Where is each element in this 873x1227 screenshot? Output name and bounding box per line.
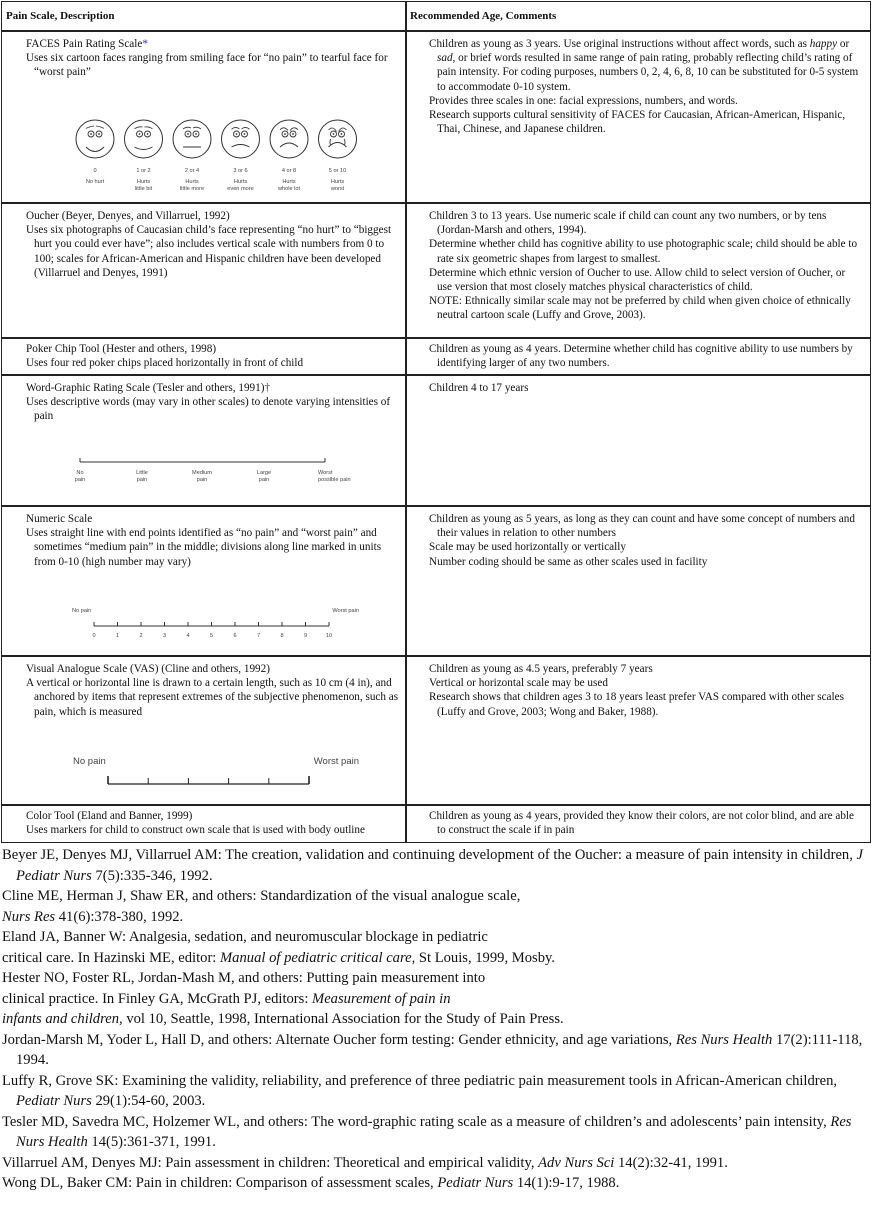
- footnote-dagger: †: [264, 382, 271, 394]
- face-pupil: [284, 133, 286, 135]
- scale-label: possible pain: [318, 477, 351, 483]
- comments-cell: [407, 806, 870, 842]
- scale-description-cell: [2, 376, 407, 505]
- scale-label: pain: [196, 477, 208, 483]
- scale-description: A vertical or horizontal line is drawn to a certain length, such as 10 cm (4 in), and anchored by items that represent extremes of the subjective phenomenon, such as pain, which is measured: [26, 677, 399, 718]
- scale-title: Poker Chip Tool (Hester and others, 1998): [26, 343, 217, 355]
- face-score: 5 or 10: [328, 168, 347, 174]
- reference-text: Cline ME, Herman J, Shaw ER, and others: Standardization of the visual analogue scale,: [2, 888, 521, 904]
- comment-paragraph: Children as young as 4.5 years, preferably 7 years: [429, 663, 653, 675]
- reference-item: [2, 948, 870, 969]
- word-graphic-scale-figure: [2, 446, 407, 496]
- table-row-faces: [2, 30, 870, 202]
- scale-description: Uses six photographs of Caucasian child’s face representing “no hurt” to “biggest hurt you could ever have”; also includes vertical scale with numbers from 0 to 100; scales for African-American and Hispanic children have been developed (Villarruel and Denyes, 1991): [26, 224, 392, 279]
- reference-journal: Res Nurs Health: [16, 1113, 852, 1150]
- reference-citation: 7(5):335-346, 1992.: [91, 867, 213, 884]
- reference-text: Eland JA, Banner W: Analgesia, sedation, and neuromuscular blockage in pediatric: [2, 929, 488, 945]
- reference-journal: J Pediatr Nurs: [16, 847, 864, 884]
- scale-label: Large: [256, 470, 272, 476]
- scale-label: pain: [258, 477, 270, 483]
- reference-text: Hester NO, Foster RL, Jordan-Mash M, and others: Putting pain measurement into: [2, 970, 486, 986]
- visual-analogue-scale-figure: [2, 745, 407, 790]
- reference-citation: 14(5):361-371, 1991.: [87, 1134, 216, 1150]
- face-score: 1 or 2: [136, 168, 151, 174]
- scale-description: Uses four red poker chips placed horizontally in front of child: [26, 357, 304, 370]
- face-brow: [193, 127, 201, 129]
- face-pupil: [195, 133, 197, 135]
- face-label: whole lot: [277, 186, 301, 192]
- reference-item: [2, 886, 870, 907]
- reference-citation: 41(6):378-380, 1992.: [55, 908, 184, 925]
- face-label: No hurt: [85, 179, 105, 185]
- reference-citation: 14(1):9-17, 1988.: [513, 1175, 620, 1191]
- face-pupil: [139, 133, 141, 135]
- scale-tick-label: 1: [115, 633, 120, 639]
- face-label: Hurts: [136, 179, 151, 185]
- scale-right-label: Worst pain: [313, 756, 359, 767]
- scale-description-cell: [2, 657, 407, 804]
- scale-label: Worst: [318, 470, 333, 476]
- face-pupil: [90, 133, 92, 135]
- face-mouth: [135, 147, 153, 150]
- scale-tick-label: 2: [139, 633, 143, 639]
- reference-journal: Adv Nurs Sci: [538, 1154, 615, 1171]
- scale-label: No: [76, 470, 84, 476]
- scale-description: Uses descriptive words (may vary in other scales) to denote varying intensities of pain: [26, 396, 391, 423]
- face-outline: [173, 120, 211, 158]
- table-header: [2, 2, 870, 30]
- reference-citation: St Louis, 1999, Mosby.: [415, 949, 555, 966]
- face-label: little bit: [134, 186, 153, 192]
- reference-text: Luffy R, Grove SK: Examining the validity, reliability, and preference of three pediatric pain measurement tools in African-American children,: [2, 1072, 838, 1089]
- face-mouth: [280, 143, 298, 147]
- face-outline: [76, 120, 114, 158]
- scale-left-label: No pain: [73, 756, 106, 767]
- reference-citation: 29(1):54-60, 2003.: [91, 1093, 206, 1109]
- header-scale-description: Pain Scale, Description: [2, 2, 407, 30]
- reference-text: Wong DL, Baker CM: Pain in children: Comparison of assessment scales,: [2, 1175, 438, 1191]
- comment-paragraph: Determine which ethnic version of Oucher to use. Allow child to select version of Oucher, or use version that most closely matches physical characteristics of child.: [429, 266, 846, 294]
- face-brow: [96, 126, 104, 128]
- header-age-comments: Recommended Age, Comments: [410, 10, 557, 22]
- scale-tick-label: 8: [280, 633, 284, 639]
- face-score: 3 or 6: [233, 168, 248, 174]
- face-pupil: [244, 133, 246, 135]
- scale-tick-label: 3: [162, 633, 167, 639]
- reference-journal: Pediatr Nurs: [16, 1093, 92, 1109]
- table-row-vas: [2, 655, 870, 804]
- face-pupil: [292, 133, 294, 135]
- scale-label: Medium: [192, 470, 212, 476]
- comments-cell: [407, 339, 870, 374]
- face-label: worst: [330, 186, 345, 192]
- scale-title: FACES Pain Rating Scale*: [26, 38, 148, 50]
- scale-title: Oucher (Beyer, Denyes, and Villarruel, 1992): [26, 210, 230, 222]
- comment-paragraph: Children as young as 3 years. Use original instructions without affect words, such as happy or sad, or brief words resulted in same range of pain rating, probably reflecting child’s rating of pain intensity. For coding purposes, numbers 0, 2, 4, 6, 8, 10 can be substituted for 0-5 system to accommodate 0-10 system.: [429, 38, 859, 93]
- table-row-numeric: [2, 505, 870, 655]
- scale-tick-label: 10: [325, 633, 333, 639]
- face-brow: [242, 127, 250, 129]
- scale-title: Word-Graphic Rating Scale (Tesler and others, 1991)†: [26, 382, 271, 394]
- comment-paragraph: Children 4 to 17 years: [429, 382, 529, 394]
- scale-description-cell: [2, 32, 407, 202]
- table-row-poker-chip: [2, 337, 870, 374]
- scale-label: Little: [136, 470, 148, 476]
- comment-paragraph: Children 3 to 13 years. Use numeric scale if child can count any two numbers, or by tens (Jordan-Marsh and others, 1994).: [429, 210, 827, 237]
- face-score: 2 or 4: [184, 168, 200, 174]
- face-outline: [125, 120, 163, 158]
- comment-paragraph: Children as young as 4 years. Determine whether child has cognitive ability to use numbers by identifying larger of any two numbers.: [429, 343, 853, 370]
- reference-item: [2, 907, 870, 928]
- comments-cell: [407, 507, 870, 655]
- footnote-asterisk: *: [142, 38, 148, 50]
- face-outline: [319, 120, 357, 158]
- face-brow: [145, 127, 153, 129]
- scale-title: Color Tool (Eland and Banner, 1999): [26, 810, 193, 822]
- reference-text: Jordan-Marsh M, Yoder L, Hall D, and others: Alternate Oucher form testing: Gender ethnicity, and age variations,: [2, 1031, 676, 1048]
- scale-description: Uses straight line with end points identified as “no pain” and “worst pain” and sometimes “medium pain” in the middle; divisions along line marked in units from 0-10 (high number may vary): [26, 527, 382, 568]
- reference-journal: Nurs Res: [2, 908, 56, 925]
- scale-label: pain: [74, 477, 86, 483]
- scale-right-label: Worst pain: [332, 608, 359, 614]
- scale-description: Uses six cartoon faces ranging from smiling face for “no pain” to tearful face for “worst pain”: [26, 52, 388, 79]
- face-0: [76, 120, 114, 185]
- face-brow: [232, 127, 240, 129]
- table-row-oucher: [2, 202, 870, 337]
- face-3: [222, 120, 260, 192]
- reference-citation: 17(2):111-118, 1994.: [16, 1031, 863, 1068]
- reference-item: [2, 1030, 870, 1071]
- face-brow: [183, 127, 191, 129]
- comment-paragraph: Number coding should be same as other scales used in facility: [429, 555, 708, 568]
- face-1: [125, 120, 163, 192]
- scale-tick-label: 0: [92, 633, 96, 639]
- face-label: little more: [179, 186, 205, 192]
- comment-paragraph: Provides three scales in one: facial expressions, numbers, and words.: [429, 94, 738, 107]
- scale-description: Uses markers for child to construct own scale that is used with body outline: [26, 824, 365, 837]
- face-label: Hurts: [233, 179, 248, 185]
- face-5: [319, 120, 357, 192]
- face-brow: [86, 126, 94, 128]
- face-pupil: [187, 133, 189, 135]
- face-label: even more: [227, 186, 254, 192]
- face-outline: [222, 120, 260, 158]
- face-brow: [280, 128, 288, 131]
- scale-title: Visual Analogue Scale (VAS) (Cline and others, 1992): [26, 663, 270, 675]
- face-brow: [135, 127, 143, 129]
- face-4: [270, 120, 308, 192]
- comment-paragraph: Research supports cultural sensitivity of FACES for Caucasian, African-American, Hispanic, Thai, Chinese, and Japanese children.: [429, 109, 846, 136]
- faces-rating-figure: [2, 109, 407, 199]
- comment-paragraph: NOTE: Ethnically similar scale may not be preferred by child when given choice of ethnically neutral cartoon scale (Luffy and Grove, 2003).: [429, 295, 851, 322]
- reference-journal: Measurement of pain in: [312, 990, 451, 1007]
- reference-item: [2, 1071, 870, 1112]
- scale-tick-label: 7: [256, 633, 261, 639]
- face-pupil: [147, 133, 149, 135]
- reference-citation: vol 10, Seattle, 1998, International Association for the Study of Pain Press.: [122, 1011, 564, 1027]
- reference-item: [2, 927, 870, 948]
- scale-title: Numeric Scale: [26, 513, 93, 525]
- reference-item: [2, 845, 870, 886]
- comment-paragraph: Scale may be used horizontally or vertically: [429, 541, 626, 554]
- scale-description-cell: [2, 339, 407, 374]
- comment-paragraph: Vertical or horizontal scale may be used: [429, 677, 608, 690]
- table-row-word-graphic: [2, 374, 870, 505]
- reference-item: [2, 968, 870, 989]
- pain-scales-table: [1, 1, 871, 843]
- reference-journal: Manual of pediatric critical care,: [220, 949, 416, 966]
- face-pupil: [236, 133, 238, 135]
- reference-journal: infants and children,: [2, 1011, 123, 1027]
- scale-label: pain: [136, 477, 148, 483]
- reference-journal: Res Nurs Health: [675, 1031, 773, 1048]
- scale-tick-label: 6: [233, 633, 237, 639]
- scale-description-cell: [2, 204, 407, 337]
- reference-text: Tesler MD, Savedra MC, Holzemer WL, and others: The word-graphic rating scale as a measure of children’s and adolescents’ pain intensity,: [2, 1113, 831, 1130]
- reference-item: [2, 1153, 870, 1174]
- face-2: [173, 120, 211, 192]
- reference-citation: 14(2):32-41, 1991.: [614, 1154, 728, 1171]
- numeric-scale-figure: [2, 597, 407, 642]
- comment-paragraph: Research shows that children ages 3 to 18 years least prefer VAS compared with other scales (Luffy and Grove, 2003; Wong and Baker, 1988).: [429, 691, 844, 718]
- face-tear: [330, 139, 331, 145]
- face-pupil: [333, 133, 335, 135]
- scale-tick-label: 4: [186, 633, 190, 639]
- comment-paragraph: Children as young as 5 years, as long as they can count and have some concept of numbers and their values in relation to other numbers: [429, 513, 855, 540]
- face-pupil: [341, 133, 343, 135]
- face-label: Hurts: [282, 179, 296, 185]
- comments-cell: [407, 376, 870, 505]
- face-label: Hurts: [185, 179, 199, 185]
- face-pupil: [98, 133, 100, 135]
- scale-tick-label: 5: [209, 633, 214, 639]
- scale-description-cell: [2, 806, 407, 842]
- reference-text: Beyer JE, Denyes MJ, Villarruel AM: The creation, validation and continuing development of the Oucher: a measure of pain intensity in children,: [2, 847, 857, 863]
- comments-cell: [407, 657, 870, 804]
- face-mouth: [232, 145, 250, 148]
- scale-tick-label: 9: [303, 633, 308, 639]
- scale-left-label: No pain: [72, 608, 92, 614]
- face-score: 4 or 8: [281, 168, 297, 174]
- face-label: Hurts: [330, 179, 345, 185]
- face-score: 0: [93, 168, 97, 174]
- face-mouth: [329, 143, 347, 148]
- scale-description-cell: [2, 507, 407, 655]
- comment-paragraph: Determine whether child has cognitive ability to use photographic scale; child should be able to rate six geometric shapes from largest to smallest.: [429, 238, 858, 265]
- face-mouth: [86, 147, 104, 152]
- face-outline: [270, 120, 308, 158]
- reference-item: [2, 1173, 870, 1194]
- reference-item: [2, 1009, 870, 1030]
- reference-journal: Pediatr Nurs: [437, 1175, 514, 1191]
- reference-item: [2, 989, 870, 1010]
- reference-item: [2, 1112, 870, 1153]
- references-list: [2, 845, 870, 1194]
- comments-cell: [407, 32, 870, 202]
- face-tear: [345, 139, 346, 145]
- comment-paragraph: Children as young as 4 years, provided they know their colors, are not color blind, and are able to construct the scale if in pain: [429, 810, 855, 837]
- reference-text: Villarruel AM, Denyes MJ: Pain assessment in children: Theoretical and empirical validity,: [2, 1154, 539, 1171]
- reference-text: critical care. In Hazinski ME, editor:: [2, 949, 221, 966]
- face-brow: [290, 128, 298, 131]
- reference-text: clinical practice. In Finley GA, McGrath PJ, editors:: [2, 990, 313, 1007]
- table-row-color-tool: [2, 804, 870, 842]
- comments-cell: [407, 204, 870, 337]
